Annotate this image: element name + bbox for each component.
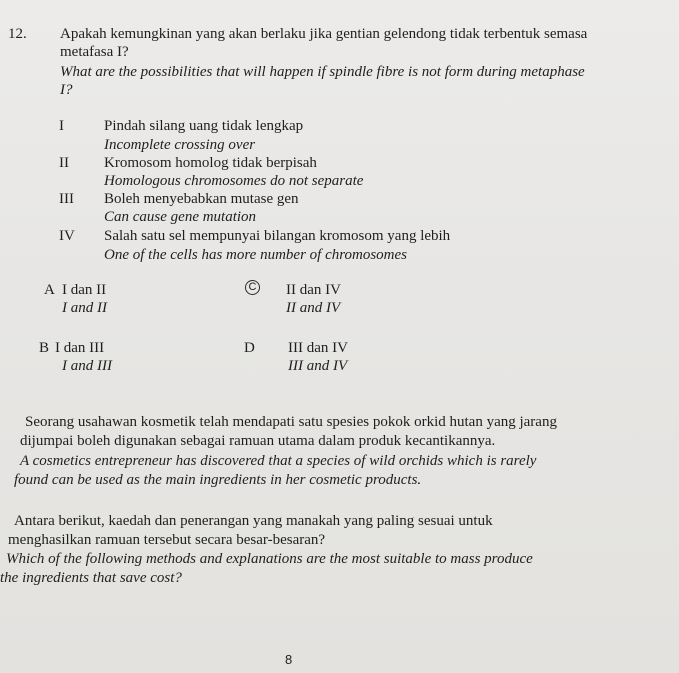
followup-text-en: the ingredients that save cost?: [0, 570, 182, 586]
option-a-text-en: I and II: [62, 300, 107, 316]
option-c-text-ms: II dan IV: [286, 282, 341, 298]
option-d-text-en: III and IV: [288, 358, 348, 374]
question-text-ms: Apakah kemungkinan yang akan berlaku jika gentian gelendong tidak terbentuk semasa: [60, 26, 588, 42]
followup-text-ms: Antara berikut, kaedah dan penerangan yang manakah yang paling sesuai untuk: [14, 513, 493, 529]
option-letter-b[interactable]: B: [39, 340, 50, 356]
statement-text-en: One of the cells has more number of chromosomes: [104, 247, 408, 263]
passage-text-en: A cosmetics entrepreneur has discovered that a species of wild orchids which is rarely: [20, 453, 537, 469]
question-text-en: What are the possibilities that will happen if spindle fibre is not form during metaphase: [60, 64, 585, 80]
passage-text-ms: dijumpai boleh digunakan sebagai ramuan utama dalam produk kecantikannya.: [20, 433, 496, 449]
statement-numeral: III: [59, 191, 74, 207]
followup-text-ms: menghasilkan ramuan tersebut secara besar-besaran?: [8, 532, 326, 548]
option-b-text-ms: I dan III: [55, 340, 105, 356]
statement-text-en: Incomplete crossing over: [104, 137, 256, 153]
option-b-text-en: I and III: [62, 358, 112, 374]
passage-text-ms: Seorang usahawan kosmetik telah mendapati satu spesies pokok orkid hutan yang jarang: [25, 414, 557, 430]
page-number: 8: [285, 652, 293, 667]
followup-text-en: Which of the following methods and explanations are the most suitable to mass produce: [6, 551, 533, 567]
option-d-text-ms: III dan IV: [288, 340, 348, 356]
option-letter-d[interactable]: D: [244, 340, 255, 356]
option-letter-a[interactable]: A: [44, 282, 55, 298]
question-number: 12.: [8, 26, 27, 42]
statement-text-en: Can cause gene mutation: [104, 209, 257, 225]
statement-text-ms: Boleh menyebabkan mutase gen: [104, 191, 299, 207]
statement-text-en: Homologous chromosomes do not separate: [104, 173, 364, 189]
statement-numeral: II: [59, 155, 69, 171]
passage-text-en: found can be used as the main ingredients in her cosmetic products.: [14, 472, 422, 488]
question-text-ms: metafasa I?: [60, 44, 129, 60]
statement-text-ms: Pindah silang uang tidak lengkap: [104, 118, 304, 134]
statement-text-ms: Kromosom homolog tidak berpisah: [104, 155, 317, 171]
option-c-text-en: II and IV: [286, 300, 341, 316]
option-a-text-ms: I dan II: [62, 282, 107, 298]
statement-numeral: IV: [59, 228, 75, 244]
option-letter-c-circled[interactable]: C: [245, 280, 260, 295]
statement-text-ms: Salah satu sel mempunyai bilangan kromosom yang lebih: [104, 228, 451, 244]
statement-numeral: I: [59, 118, 64, 134]
question-text-en: I?: [60, 82, 73, 98]
